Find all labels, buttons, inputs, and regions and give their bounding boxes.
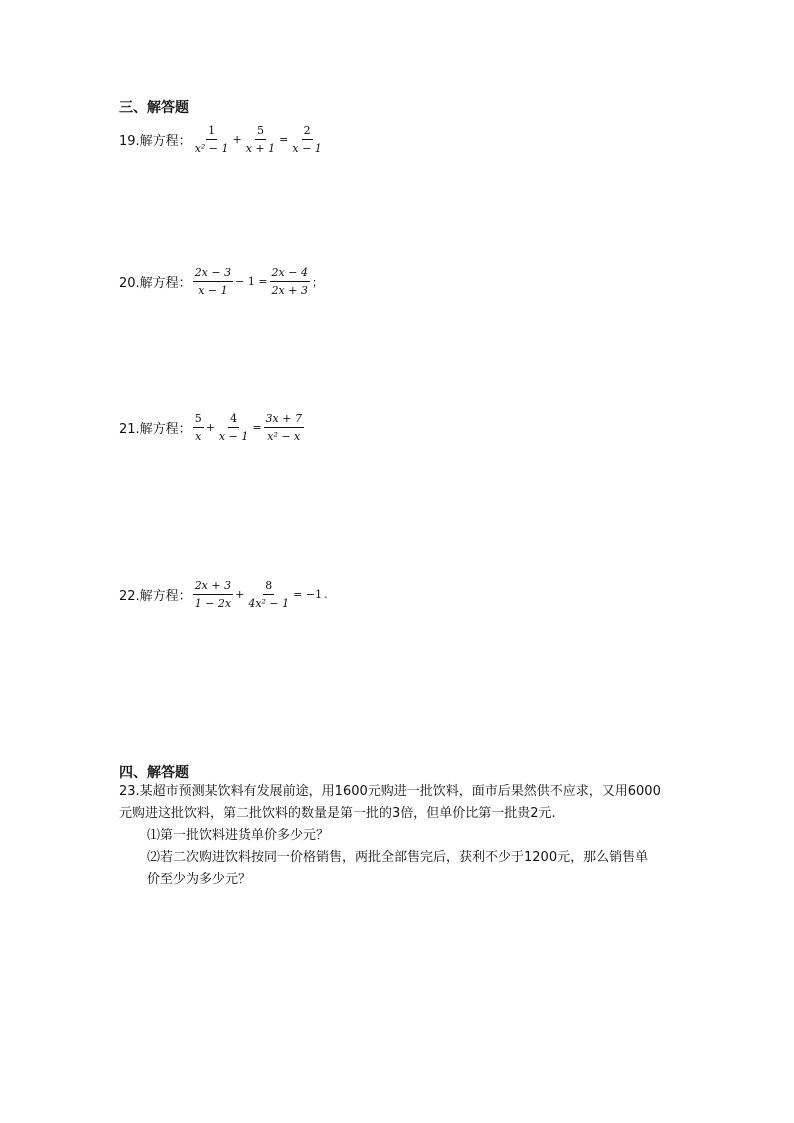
- numerator: 2: [302, 124, 313, 140]
- numerator: 8: [263, 579, 274, 595]
- numerator: 2x + 3: [193, 579, 233, 595]
- question-label: 20.解方程：: [119, 276, 192, 291]
- fraction: [193, 266, 233, 297]
- question-23-part-1: ⑴第一批饮料进货单价多少元？: [147, 828, 330, 843]
- question-23-line-1: 23.某超市预测某饮料有发展前途，用1600元购进一批饮料，面市后果然供不应求，又用6000: [119, 784, 661, 799]
- denominator: 4x² − 1: [248, 597, 290, 610]
- equation: [192, 412, 305, 443]
- question-23-part-2-line-1: ⑵若二次购进饮料按同一价格销售，两批全部售完后，获利不少于1200元，那么销售单: [147, 850, 649, 865]
- section-heading-3: 三、解答题: [119, 100, 189, 116]
- denominator: x − 1: [218, 430, 249, 443]
- fraction: [270, 266, 310, 297]
- question-label: 19.解方程：: [119, 134, 192, 149]
- denominator: x − 1: [292, 142, 322, 155]
- question-19: [119, 124, 325, 155]
- equation: [192, 579, 329, 610]
- equation: [192, 266, 324, 297]
- equation: [192, 124, 325, 155]
- operator: − 1 =: [235, 275, 268, 288]
- denominator: x + 1: [245, 142, 276, 155]
- question-23-line-2: 元购进这批饮料，第二批饮料的数量是第一批的3倍，但单价比第一批贵2元.: [119, 806, 556, 821]
- fraction: [246, 579, 291, 610]
- numerator: 4: [228, 412, 239, 428]
- operator: = −1: [293, 588, 323, 601]
- numerator: 1: [206, 124, 217, 140]
- numerator: 5: [193, 412, 204, 428]
- denominator: x − 1: [198, 284, 228, 297]
- denominator: 2x + 3: [271, 284, 308, 297]
- fraction: [264, 412, 304, 443]
- question-22: [119, 579, 329, 610]
- fraction: [193, 124, 231, 155]
- operator: =: [252, 421, 262, 434]
- punctuation: ；: [311, 275, 323, 289]
- denominator: x: [195, 430, 202, 443]
- operator: +: [235, 588, 245, 601]
- operator: +: [205, 421, 215, 434]
- punctuation: .: [324, 588, 328, 601]
- question-20: [119, 266, 324, 297]
- numerator: 3x + 7: [264, 412, 304, 428]
- fraction: [217, 412, 250, 443]
- numerator: 5: [255, 124, 266, 140]
- fraction: [193, 579, 233, 610]
- operator: +: [232, 133, 242, 146]
- denominator: x² − 1: [194, 142, 229, 155]
- fraction: [193, 412, 204, 443]
- question-23-part-2-line-2: 价至少为多少元？: [147, 872, 252, 887]
- fraction: [244, 124, 277, 155]
- question-label: 21.解方程：: [119, 422, 192, 437]
- section-heading-4: 四、解答题: [119, 765, 189, 781]
- question-21: [119, 412, 305, 443]
- numerator: 2x − 4: [270, 266, 310, 282]
- numerator: 2x − 3: [193, 266, 233, 282]
- denominator: x² − x: [267, 430, 301, 443]
- operator: =: [279, 133, 289, 146]
- fraction: [290, 124, 323, 155]
- question-label: 22.解方程：: [119, 589, 192, 604]
- denominator: 1 − 2x: [194, 597, 232, 610]
